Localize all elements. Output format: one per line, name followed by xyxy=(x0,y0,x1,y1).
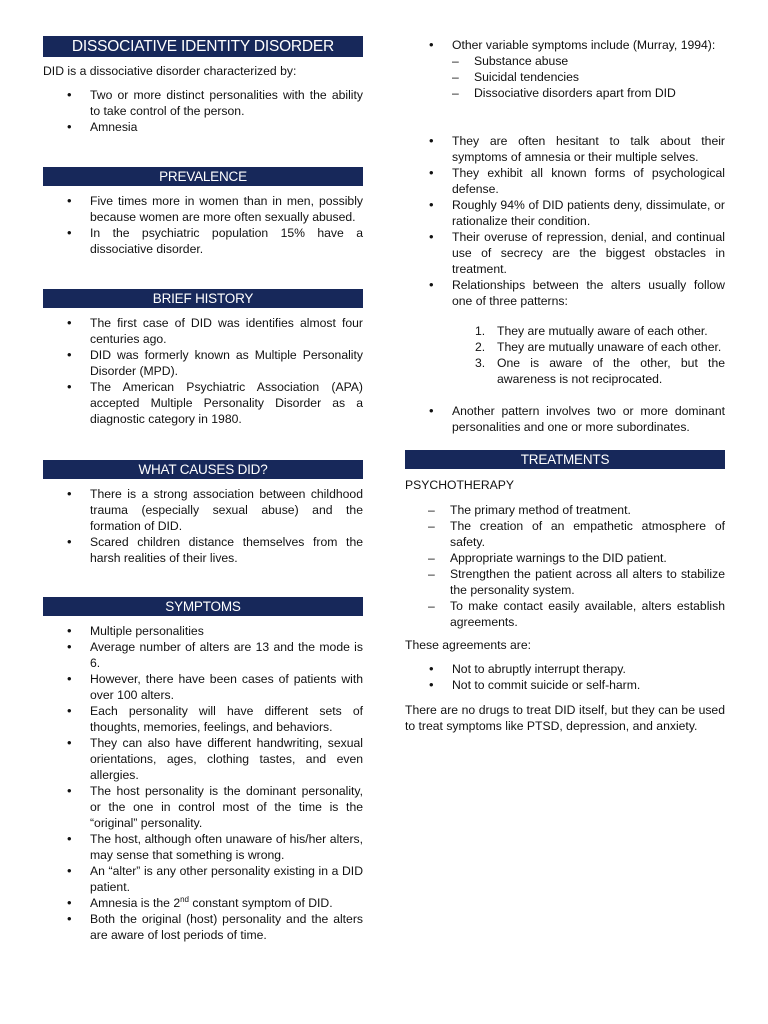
list-number: 3. xyxy=(475,356,486,370)
intro-text: DID is a dissociative disorder characterized by: xyxy=(43,64,297,78)
list-item: • Other variable symptoms include (Murray, 1994): xyxy=(405,37,725,53)
list-item: • An “alter” is any other personality existing in a DID patient. xyxy=(43,863,363,895)
another-pattern-list xyxy=(405,403,725,435)
other-symptoms-list xyxy=(405,37,725,53)
list-item: • Another pattern involves two or more dominant personalities and one or more subordinates. xyxy=(405,403,725,435)
page-title: DISSOCIATIVE IDENTITY DISORDER xyxy=(43,36,363,57)
list-item: – Appropriate warnings to the DID patient. xyxy=(405,550,725,566)
list-item: • DID was formerly known as Multiple Personality Disorder (MPD). xyxy=(43,347,363,379)
treatments-heading: TREATMENTS xyxy=(405,450,725,469)
psychotherapy-subheading: PSYCHOTHERAPY xyxy=(405,478,515,492)
agreements-label: These agreements are: xyxy=(405,638,532,652)
list-item: • Their overuse of repression, denial, and continual use of secrecy are the biggest obstacles in treatment. xyxy=(405,229,725,277)
list-item: • There is a strong association between childhood trauma (especially sexual abuse) and the formation of DID. xyxy=(43,486,363,534)
other-symptoms-sublist xyxy=(405,53,725,101)
pattern-text: They are mutually unaware of each other. xyxy=(497,340,722,354)
list-item: – Strengthen the patient across all alters to stabilize the personality system. xyxy=(405,566,725,598)
patterns-list xyxy=(405,323,725,387)
list-item: • Each personality will have different sets of thoughts, memories, feelings, and behaviors. xyxy=(43,703,363,735)
prevalence-list xyxy=(43,193,363,257)
list-item: • Both the original (host) personality and the alters are aware of lost periods of time. xyxy=(43,911,363,943)
right-column xyxy=(405,36,725,734)
intro-list xyxy=(43,87,363,135)
list-item: • Not to commit suicide or self-harm. xyxy=(405,677,725,693)
list-item: • The first case of DID was identifies almost four centuries ago. xyxy=(43,315,363,347)
list-item: • Average number of alters are 13 and the mode is 6. xyxy=(43,639,363,671)
list-item: – Dissociative disorders apart from DID xyxy=(405,85,725,101)
list-item: – Substance abuse xyxy=(405,53,725,69)
left-column xyxy=(43,36,363,943)
amnesia-text-end: constant symptom of DID. xyxy=(189,896,333,910)
history-list xyxy=(43,315,363,427)
list-item xyxy=(43,895,363,911)
features-list xyxy=(405,133,725,309)
list-item: • Roughly 94% of DID patients deny, dissimulate, or rationalize their condition. xyxy=(405,197,725,229)
list-item: • They exhibit all known forms of psychological defense. xyxy=(405,165,725,197)
list-item: • Scared children distance themselves from the harsh realities of their lives. xyxy=(43,534,363,566)
list-item: • Relationships between the alters usually follow one of three patterns: xyxy=(405,277,725,309)
list-item: • Not to abruptly interrupt therapy. xyxy=(405,661,725,677)
list-item: • In the psychiatric population 15% have a dissociative disorder. xyxy=(43,225,363,257)
agreements-list xyxy=(405,661,725,693)
list-number: 2. xyxy=(475,340,486,354)
prevalence-heading: PREVALENCE xyxy=(43,167,363,186)
list-item: • Multiple personalities xyxy=(43,623,363,639)
list-item: • They can also have different handwriting, sexual orientations, ages, clothing tastes, and even allergies. xyxy=(43,735,363,783)
list-item: • Two or more distinct personalities with the ability to take control of the person. xyxy=(43,87,363,119)
ordinal-suffix: nd xyxy=(180,894,190,904)
list-item: – Suicidal tendencies xyxy=(405,69,725,85)
history-heading: BRIEF HISTORY xyxy=(43,289,363,308)
list-item: – The primary method of treatment. xyxy=(405,502,725,518)
amnesia-text: Amnesia is the 2 xyxy=(90,896,181,910)
list-item xyxy=(405,323,725,339)
causes-list xyxy=(43,486,363,566)
list-item xyxy=(405,355,725,387)
treatment-list xyxy=(405,502,725,630)
pattern-text: They are mutually aware of each other. xyxy=(497,324,708,338)
symptoms-heading: SYMPTOMS xyxy=(43,597,363,616)
pattern-text: One is aware of the other, but the awareness is not reciprocated. xyxy=(497,356,725,386)
list-item: • The American Psychiatric Association (APA) accepted Multiple Personality Disorder as a diagnostic category in 1980. xyxy=(43,379,363,427)
list-item: – To make contact easily available, alters establish agreements. xyxy=(405,598,725,630)
list-item: • The host, although often unaware of his/her alters, may sense that something is wrong. xyxy=(43,831,363,863)
causes-heading: WHAT CAUSES DID? xyxy=(43,460,363,479)
list-item: • They are often hesitant to talk about their symptoms of amnesia or their multiple selves. xyxy=(405,133,725,165)
list-item: • Five times more in women than in men, possibly because women are more often sexually abused. xyxy=(43,193,363,225)
list-item xyxy=(405,339,725,355)
symptoms-list xyxy=(43,623,363,943)
list-item: • Amnesia xyxy=(43,119,363,135)
closing-paragraph: There are no drugs to treat DID itself, but they can be used to treat symptoms like PTSD, depression, and anxiety. xyxy=(405,703,725,733)
list-item: • However, there have been cases of patients with over 100 alters. xyxy=(43,671,363,703)
list-number: 1. xyxy=(475,324,486,338)
list-item: – The creation of an empathetic atmosphere of safety. xyxy=(405,518,725,550)
list-item: • The host personality is the dominant personality, or the one in control most of the time is the “original” personality. xyxy=(43,783,363,831)
